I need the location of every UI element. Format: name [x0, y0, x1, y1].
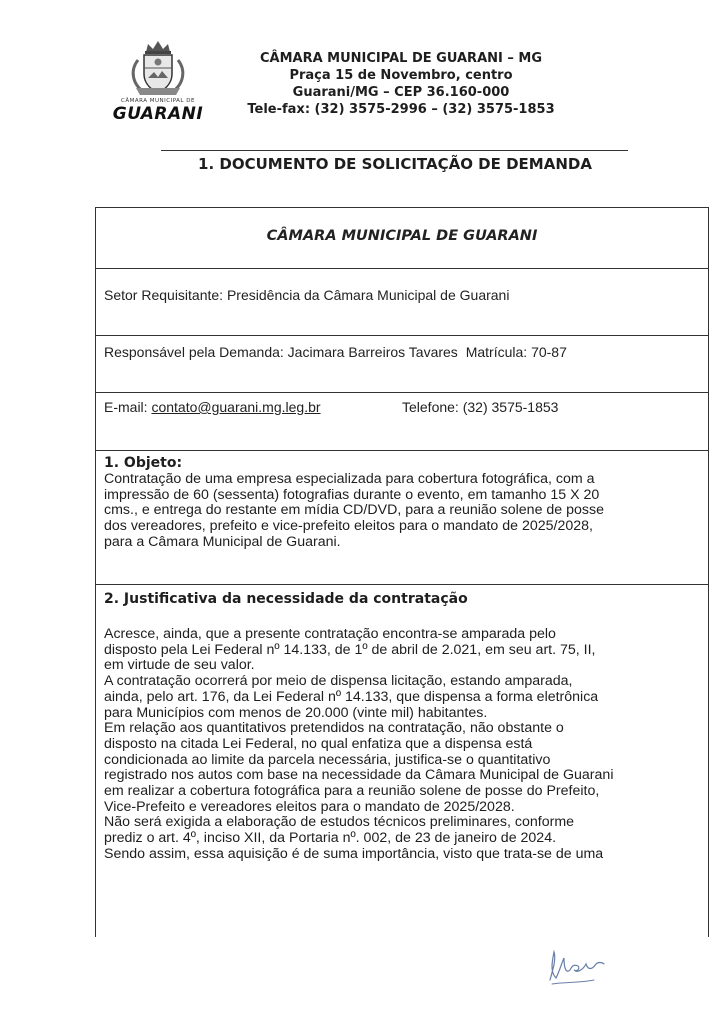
telefone-value: (32) 3575-1853 [462, 399, 559, 415]
city-cep-line: Guarani/MG – CEP 36.160-000 [292, 85, 510, 100]
letterhead [0, 0, 725, 140]
responsavel-field [104, 344, 567, 360]
objeto-text [104, 472, 698, 551]
telefone-field [402, 399, 558, 415]
chamber-name-line: CÂMARA MUNICIPAL DE GUARANI – MG [259, 51, 543, 66]
objeto-line: Contratação de uma empresa especializada para cobertura fotográfica, com a [104, 471, 595, 487]
form-title: CÂMARA MUNICIPAL DE GUARANI [266, 228, 538, 244]
matricula-value: 70-87 [531, 344, 567, 360]
coat-of-arms-icon [126, 38, 190, 98]
responsavel-value: Jacimara Barreiros Tavares [287, 344, 458, 360]
justificativa-line: Não será exigida a elaboração de estudos técnicos preliminares, conforme [104, 814, 575, 831]
document-title: 1. DOCUMENTO DE SOLICITAÇÃO DE DEMANDA [198, 155, 592, 173]
demand-form [95, 207, 709, 937]
objeto-heading: 1. Objeto: [104, 455, 183, 471]
objeto-line: cms., e entrega do restante em mídia CD/DVD, para a reunião solene de posse [104, 502, 604, 519]
justificativa-line: Sendo assim, essa aquisição é de suma importância, visto que trata-se de uma [104, 845, 604, 862]
justificativa-heading: 2. Justificativa da necessidade da contratação [104, 591, 468, 607]
telefax-line: Tele-fax: (32) 3575-2996 – (32) 3575-1853 [247, 102, 555, 117]
email-label: E-mail: [104, 399, 148, 415]
objeto-cell [96, 451, 708, 585]
objeto-line: impressão de 60 (sessenta) fotografias durante o evento, em tamanho 15 X 20 [104, 486, 600, 503]
contact-cell [96, 393, 708, 451]
setor-label: Setor Requisitante: [104, 287, 224, 303]
logo-city-name: GUARANI [112, 104, 204, 124]
justificativa-line: em virtude de seu valor. [104, 657, 255, 674]
justificativa-line: disposto na citada Lei Federal, no qual enfatiza que a dispensa está [104, 735, 533, 752]
setor-cell [96, 269, 708, 336]
justificativa-line: prediz o art. 4º, inciso XII, da Portaria nº. 002, de 23 de janeiro de 2024. [104, 830, 557, 847]
justificativa-line: Em relação aos quantitativos pretendidos na contratação, não obstante o [104, 720, 564, 737]
email-field [104, 399, 321, 415]
telefone-label: Telefone: [402, 399, 459, 415]
responsavel-cell [96, 336, 708, 393]
justificativa-line: registrado nos autos com base na necessidade da Câmara Municipal de Guarani [104, 767, 614, 784]
header-divider [161, 150, 628, 151]
objeto-line: dos vereadores, prefeito e vice-prefeito eleitos para o mandato de 2025/2028, [104, 518, 593, 535]
setor-field [104, 287, 509, 303]
logo-small-text: CÂMARA MUNICIPAL DE [121, 98, 195, 104]
email-link[interactable]: contato@guarani.mg.leg.br [151, 399, 321, 415]
justificativa-text [104, 627, 698, 863]
address-line: Praça 15 de Novembro, centro [289, 68, 513, 83]
responsavel-label: Responsável pela Demanda: [104, 344, 284, 360]
letterhead-contact [236, 50, 566, 118]
justificativa-cell [96, 585, 708, 938]
justificativa-line: ainda, pelo art. 176, da Lei Federal nº 14.133, que dispensa a forma eletrônica [104, 688, 599, 705]
justificativa-line: para Municípios com menos de 20.000 (vinte mil) habitantes. [104, 704, 488, 721]
objeto-line: para a Câmara Municipal de Guarani. [104, 533, 341, 550]
justificativa-line: disposto pela Lei Federal nº 14.133, de 1º de abril de 2.021, em seu art. 75, II, [104, 641, 596, 658]
form-title-cell [96, 208, 708, 269]
justificativa-line: A contratação ocorrerá por meio de dispensa licitação, estando amparada, [104, 673, 573, 690]
justificativa-line: em realizar a cobertura fotográfica para a reunião solene de posse do Prefeito, [104, 783, 600, 800]
matricula-label: Matrícula: [465, 344, 528, 360]
justificativa-line: Vice-Prefeito e vereadores eleitos para o mandato de 2025/2028. [104, 798, 515, 815]
chamber-logo [112, 38, 204, 122]
justificativa-line: condicionada ao limite da parcela necessária, justifica-se o quantitativo [104, 751, 551, 768]
handwritten-signature [544, 944, 610, 988]
justificativa-line: Acresce, ainda, que a presente contratação encontra-se amparada pelo [104, 626, 556, 642]
setor-value: Presidência da Câmara Municipal de Guarani [226, 287, 510, 303]
